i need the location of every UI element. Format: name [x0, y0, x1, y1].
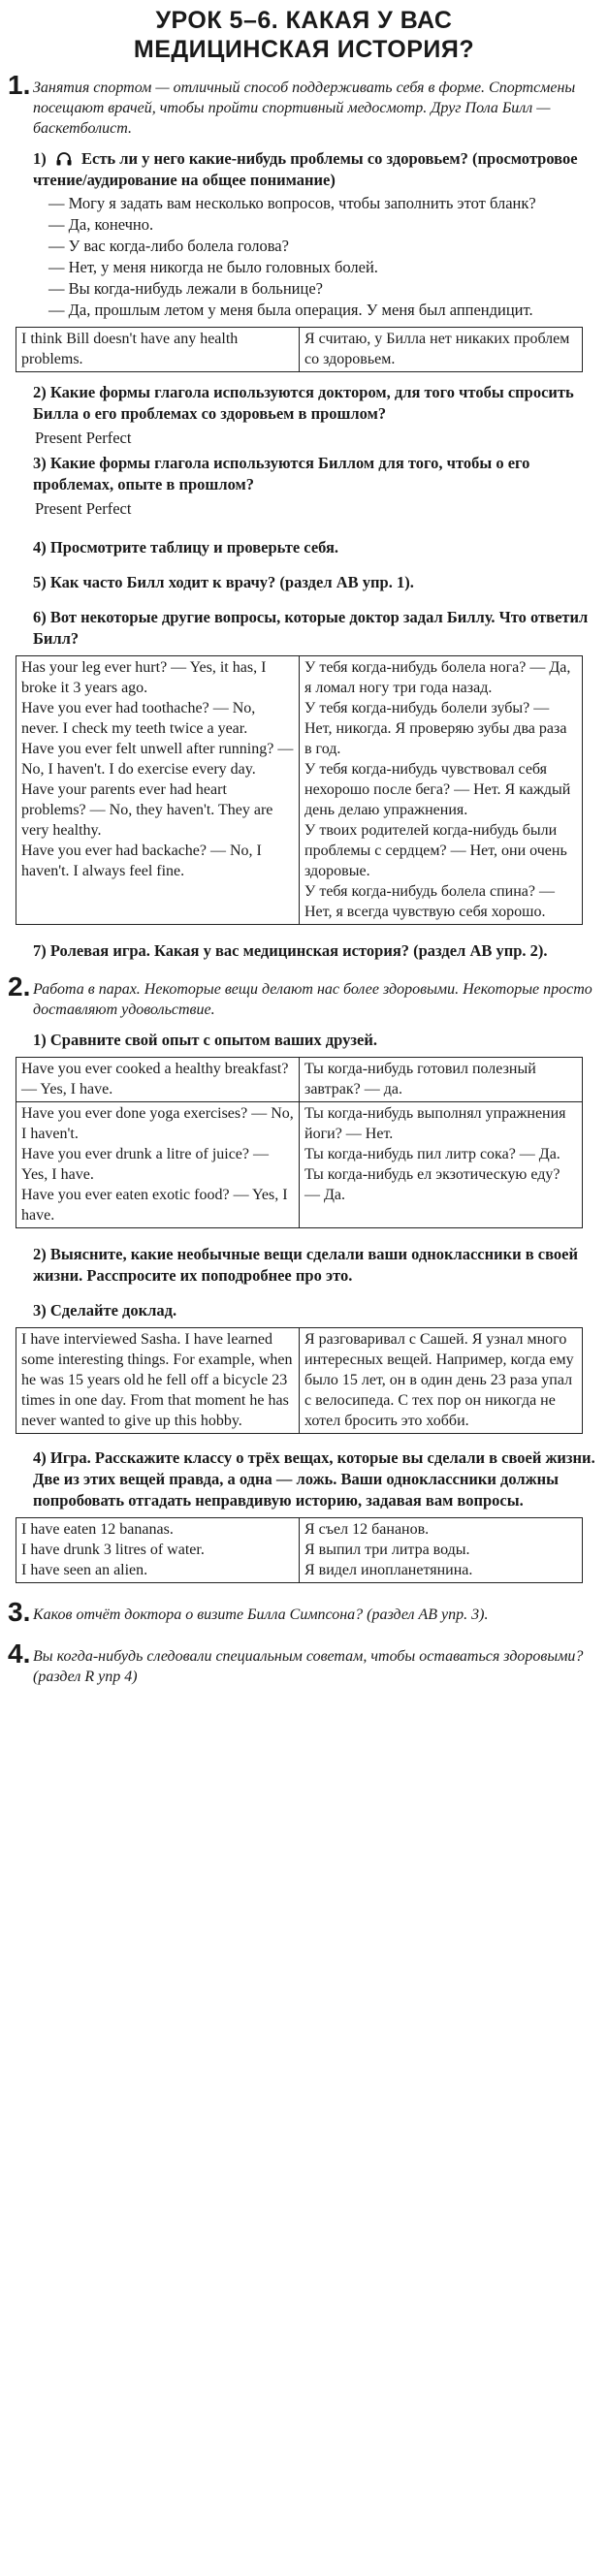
table-line: I have drunk 3 litres of water.: [21, 1542, 205, 1558]
russian-cell: [300, 1102, 583, 1228]
table-line: Have you ever done yoga exercises? — No, I haven't.: [21, 1105, 294, 1142]
answer-table-1: [16, 327, 583, 372]
table-line: Has your leg ever hurt? — Yes, it has, I broke it 3 years ago.: [21, 659, 267, 696]
task-1: [8, 70, 600, 962]
table-line: Have you ever had toothache? — No, never. I check my teeth twice a year.: [21, 700, 256, 737]
english-cell: [16, 1102, 300, 1228]
task-text: Каков отчёт доктора о визите Билла Симпсона? (раздел AB упр. 3).: [33, 1606, 489, 1623]
table-line: I have seen an alien.: [21, 1562, 148, 1578]
table-line: У твоих родителей когда-нибудь были проблемы с сердцем? — Нет, они очень здоровые.: [304, 822, 567, 879]
russian-cell: Я считаю, у Билла нет никаких проблем со здоровьем.: [300, 328, 583, 372]
table-line: Я выпил три литра воды.: [304, 1542, 470, 1558]
dialog-line: — Да, прошлым летом у меня была операция. У меня был аппендицит.: [48, 301, 533, 319]
title-line-1: УРОК 5–6. КАКАЯ У ВАС: [155, 7, 453, 34]
game-table: [16, 1517, 583, 1583]
dialog-line: — Да, конечно.: [48, 215, 154, 234]
table-line: Я съел 12 бананов.: [304, 1521, 430, 1538]
headphones-icon: [56, 152, 72, 166]
report-table: [16, 1327, 583, 1434]
question-2: 2) Какие формы глагола используются доктором, для того чтобы спросить Билла о его проблемах со здоровьем в прошлом?: [33, 383, 574, 423]
question-2: 2) Выясните, какие необычные вещи сделали ваши одноклассники в своей жизни. Расспросите их поподробнее про это.: [33, 1245, 579, 1285]
task-text: Вы когда-нибудь следовали специальным советам, чтобы оставаться здоровыми? (раздел R упр 4): [33, 1648, 584, 1685]
question-6: 6) Вот некоторые другие вопросы, которые доктор задал Биллу. Что ответил Билл?: [33, 608, 589, 648]
doctor-dialog: [8, 193, 600, 321]
dialog-line: — Нет, у меня никогда не было головных болей.: [48, 258, 378, 276]
task-3: [8, 1597, 600, 1627]
task-number: 2.: [8, 971, 31, 1002]
dialog-line: — Могу я задать вам несколько вопросов, чтобы заполнить этот бланк?: [48, 194, 536, 212]
table-line: Я видел инопланетянина.: [304, 1562, 473, 1578]
question-4: 4) Игра. Расскажите классу о трёх вещах, которые вы сделали в своей жизни. Две из этих вещей правда, а одна — ложь. Ваши одноклассники должны попробовать отгадать неправдивую историю, задавая вам вопросы.: [33, 1448, 595, 1510]
table-line: Ты когда-нибудь ел экзотическую еду? — Да.: [304, 1166, 560, 1203]
question-text: Есть ли у него какие-нибудь проблемы со здоровьем? (просмотровое чтение/аудирование на общее понимание): [33, 149, 578, 189]
table-line: Have you ever drunk a litre of juice? — Yes, I have.: [21, 1146, 270, 1183]
question-7: 7) Ролевая игра. Какая у вас медицинская история? (раздел AB упр. 2).: [33, 941, 548, 960]
table-line: У тебя когда-нибудь болела нога? — Да, я ломал ногу три года назад.: [304, 659, 571, 696]
russian-cell: Ты когда-нибудь готовил полезный завтрак? — да.: [300, 1058, 583, 1102]
answer-2: Present Perfect: [35, 429, 132, 447]
dialog-line: — Вы когда-нибудь лежали в больнице?: [48, 279, 323, 298]
table-line: У тебя когда-нибудь болели зубы? — Нет, никогда. Я проверяю зубы два раза в год.: [304, 700, 567, 757]
english-cell: I have interviewed Sasha. I have learned some interesting things. For example, when he was 15 years old he fell off a bicycle 23 times in one day. From that moment he has never wanted to give up this hobby.: [16, 1328, 300, 1434]
question-4: 4) Просмотрите таблицу и проверьте себя.: [33, 538, 339, 557]
title-line-2: МЕДИЦИНСКАЯ ИСТОРИЯ?: [133, 36, 475, 63]
task-2: [8, 971, 600, 1583]
table-line: У тебя когда-нибудь болела спина? — Нет, я всегда чувствую себя хорошо.: [304, 883, 555, 920]
russian-cell: [300, 656, 583, 925]
answer-table-6: [16, 655, 583, 925]
task-intro: Занятия спортом — отличный способ поддерживать себя в форме. Спортсмены посещают врачей, чтобы пройти спортивный медосмотр. Друг Пола Билл — баскетболист.: [33, 80, 576, 137]
answer-3: Present Perfect: [35, 499, 132, 518]
russian-cell: Я разговаривал с Сашей. Я узнал много интересных вещей. Например, когда ему было 15 лет, он в один день 23 раза упал с велосипеда. С тех пор он никогда не хотел бросить это хобби.: [300, 1328, 583, 1434]
question-3: 3) Сделайте доклад.: [33, 1301, 177, 1320]
experience-table: [16, 1057, 583, 1228]
page-title: [8, 0, 600, 64]
task-number: 1.: [8, 70, 31, 100]
table-line: Have you ever eaten exotic food? — Yes, I have.: [21, 1187, 288, 1224]
table-line: I have eaten 12 bananas.: [21, 1521, 174, 1538]
question-5: 5) Как часто Билл ходит к врачу? (раздел AB упр. 1).: [33, 573, 414, 591]
table-line: Have you ever felt unwell after running? — No, I haven't. I do exercise every day.: [21, 741, 294, 778]
task-4: [8, 1638, 600, 1687]
english-cell: I think Bill doesn't have any health problems.: [16, 328, 300, 372]
table-line: Ты когда-нибудь пил литр сока? — Да.: [304, 1146, 560, 1162]
english-cell: [16, 1518, 300, 1583]
dialog-line: — У вас когда-либо болела голова?: [48, 237, 289, 255]
english-cell: [16, 656, 300, 925]
table-line: Have you ever had backache? — No, I haven't. I always feel fine.: [21, 843, 262, 879]
question-3: 3) Какие формы глагола используются Биллом для того, чтобы о его проблемах, опыте в прошлом?: [33, 454, 530, 493]
russian-cell: [300, 1518, 583, 1583]
task-intro: Работа в парах. Некоторые вещи делают нас более здоровыми. Некоторые просто доставляют удовольствие.: [33, 981, 592, 1018]
question-1: 1) Сравните свой опыт с опытом ваших друзей.: [33, 1031, 377, 1049]
question-number: 1): [33, 149, 47, 168]
task-number: 3.: [8, 1597, 31, 1627]
english-cell: Have you ever cooked a healthy breakfast? — Yes, I have.: [16, 1058, 300, 1102]
table-line: Ты когда-нибудь выполнял упражнения йоги? — Нет.: [304, 1105, 566, 1142]
table-line: Have your parents ever had heart problems? — No, they haven't. They are very healthy.: [21, 781, 273, 839]
question-1: [8, 148, 600, 191]
task-number: 4.: [8, 1638, 31, 1669]
table-line: У тебя когда-нибудь чувствовал себя нехорошо после бега? — Нет. Я каждый день делаю упражнения.: [304, 761, 571, 818]
